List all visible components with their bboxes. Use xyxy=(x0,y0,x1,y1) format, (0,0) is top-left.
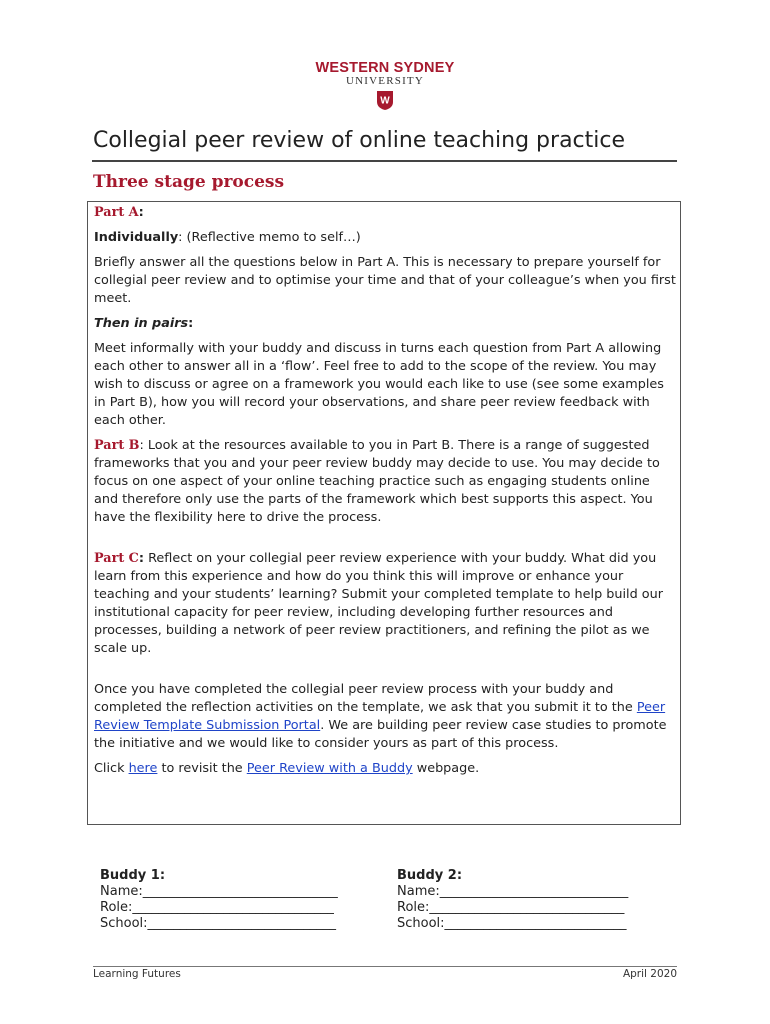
title-divider xyxy=(92,160,677,162)
individually-text: : (Reflective memo to self…) xyxy=(178,230,361,245)
footer-divider xyxy=(93,966,677,967)
page-title: Collegial peer review of online teaching practice xyxy=(93,128,626,153)
buddy-1-school-field: School:_____________________________ xyxy=(100,916,337,931)
logo-wordmark-bottom: UNIVERSITY xyxy=(346,75,424,87)
buddy-1-name-field: Name:______________________________ xyxy=(100,884,338,899)
buddy-2-block xyxy=(397,868,628,932)
pairs-text: Meet informally with your buddy and discuss in turns each question from Part A allowing each other to answer all in a ‘flow’. Feel free to add to the scope of the review. You may wish to discuss or agree on a framework you would each like to use (see some examples in Part B), how you will record your observations, and share peer review feedback with each other. xyxy=(94,341,664,428)
footer-department: Learning Futures xyxy=(93,968,181,980)
click-text: Click xyxy=(94,761,129,776)
part-a-label: Part A xyxy=(94,205,139,220)
buddy-2-title: Buddy 2: xyxy=(397,868,463,883)
section-subtitle: Three stage process xyxy=(93,172,285,192)
part-c-label: Part C xyxy=(94,551,139,566)
buddy-1-role-field: Role:_______________________________ xyxy=(100,900,334,915)
logo-shield-letter: W xyxy=(380,95,390,107)
here-link[interactable]: here xyxy=(128,761,158,776)
individually-line xyxy=(94,229,676,247)
part-c-text: Reflect on your collegial peer review experience with your buddy. What did you learn from this experience and how do you think this will improve or enhance your teaching and your students’ learning? Submit your completed template to help build our institutional capacity for peer review, including developing further resources and processes, building a network of peer review practitioners, and refining the pilot as we scale up. xyxy=(94,551,663,656)
process-box xyxy=(87,201,681,825)
part-a-intro: Briefly answer all the questions below in Part A. This is necessary to prepare yourself for collegial peer review and to optimise your time and that of your colleague’s when you first meet. xyxy=(94,255,676,306)
part-c-colon: : xyxy=(138,551,144,566)
closing-text-before: Once you have completed the collegial peer review process with your buddy and completed the reflection activities on the template, we ask that you submit it to the xyxy=(94,682,637,715)
buddy-1-title: Buddy 1: xyxy=(100,868,166,883)
buddy-1-block xyxy=(100,868,338,932)
part-b-label: Part B xyxy=(94,438,140,453)
peer-review-buddy-link[interactable]: Peer Review with a Buddy xyxy=(246,761,413,776)
logo-shield-icon xyxy=(0,91,770,114)
footer-date: April 2020 xyxy=(622,968,677,980)
university-logo xyxy=(0,60,770,114)
part-a-colon: : xyxy=(138,205,144,220)
part-b-paragraph xyxy=(94,437,676,527)
revisit-line xyxy=(94,760,676,778)
buddy-2-name-field: Name:_____________________________ xyxy=(397,884,629,899)
part-a-heading xyxy=(94,204,676,222)
logo-wordmark-top: WESTERN SYDNEY xyxy=(315,60,455,76)
revisit-text: to revisit the xyxy=(157,761,247,776)
individually-label: Individually xyxy=(94,230,179,245)
closing-paragraph xyxy=(94,681,676,753)
pairs-heading xyxy=(94,315,676,333)
pairs-label: Then in pairs xyxy=(94,316,189,331)
submission-portal-link[interactable]: Peer Review Template Submission Portal xyxy=(94,700,666,733)
process-content xyxy=(94,204,676,785)
webpage-text: webpage. xyxy=(412,761,480,776)
pairs-colon: : xyxy=(188,316,194,331)
buddy-2-role-field: Role:______________________________ xyxy=(397,900,625,915)
buddy-2-school-field: School:____________________________ xyxy=(397,916,627,931)
part-c-paragraph xyxy=(94,550,676,658)
part-b-text: : Look at the resources available to you in Part B. There is a range of suggested frameworks that you and your peer review buddy may decide to use. You may decide to focus on one aspect of your online teaching practice such as engaging students online and therefore only use the parts of the framework which best supports this aspect. You have the flexibility here to drive the process. xyxy=(94,438,660,525)
closing-text-after: . We are building peer review case studies to promote the initiative and we would like to consider yours as part of this process. xyxy=(94,718,667,751)
